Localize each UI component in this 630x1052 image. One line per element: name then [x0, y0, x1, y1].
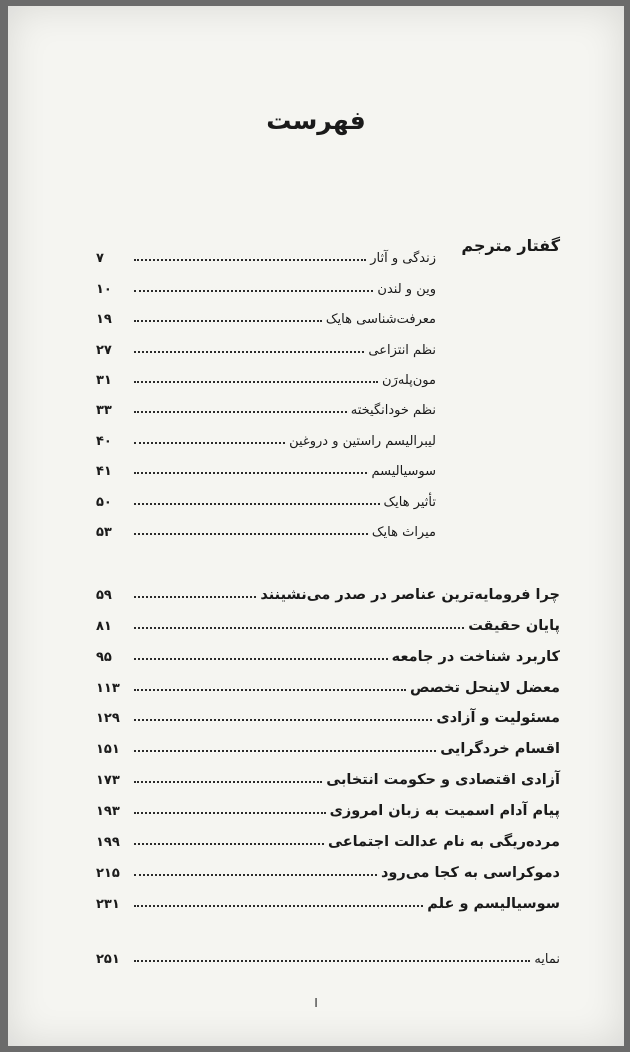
toc-entry: [96, 665, 560, 696]
toc-page-number: ۱۹۹: [96, 835, 120, 851]
toc-entry: [96, 449, 436, 479]
toc-entry-title: نمایه: [534, 952, 560, 967]
toc-entry-title: معرفت‌شناسی هایک: [325, 312, 436, 328]
toc-page-number: ۱۹: [96, 312, 112, 328]
chapters-toc: [96, 572, 560, 912]
translator-section-list: [96, 236, 436, 540]
toc-page-number: ۳۱: [96, 372, 112, 388]
page-title: فهرست: [266, 106, 366, 135]
dot-leader: [134, 381, 378, 383]
toc-page-number: ۹۵: [96, 649, 112, 665]
dot-leader: [134, 503, 380, 505]
dot-leader: [134, 411, 347, 413]
toc-entry: [96, 418, 436, 448]
dot-leader: [134, 960, 530, 962]
toc-entry: [96, 327, 436, 357]
toc-page-number: ۱۲۹: [96, 711, 120, 727]
toc-page-number: ۱۱۳: [96, 680, 120, 696]
dot-leader: [134, 874, 377, 876]
toc-entry: [96, 572, 560, 603]
toc-page-number: ۳۳: [96, 403, 112, 419]
dot-leader: [134, 259, 366, 261]
toc-page-number: ۵۹: [96, 587, 112, 603]
toc-page-number: ۲۱۵: [96, 865, 120, 881]
dot-leader: [134, 750, 436, 752]
dot-leader: [134, 658, 388, 660]
toc-entry: [96, 850, 560, 881]
toc-page-number: ۲۷: [96, 342, 112, 358]
folio-mark: ا: [314, 996, 318, 1010]
dot-leader: [134, 320, 322, 322]
toc-entry-title: دموکراسی به کجا می‌رود: [380, 864, 560, 881]
toc-entry-title: اقسام خردگرایی: [440, 741, 560, 758]
toc-entry-title: مون‌پله‌رَن: [382, 372, 436, 388]
dot-leader: [134, 719, 432, 721]
toc-page-number: ۵۳: [96, 524, 112, 540]
toc-entry: [96, 297, 436, 327]
toc-entry: [96, 726, 560, 757]
dot-leader: [134, 812, 326, 814]
toc-page-number: ۲۵۱: [96, 952, 120, 967]
toc-entry-title: سوسیالیسم: [371, 464, 436, 480]
toc-entry: [96, 266, 436, 296]
toc-page-number: ۴۱: [96, 464, 112, 480]
toc-entry: [96, 788, 560, 819]
index-section: [96, 936, 560, 967]
toc-page-number: ۱۷۳: [96, 773, 120, 789]
toc-page-number: ۸۱: [96, 618, 112, 634]
dot-leader: [134, 905, 423, 907]
toc-entry-title: میراث هایک: [371, 524, 436, 540]
toc-page-number: ۱۵۱: [96, 742, 120, 758]
toc-entry-title: آزادی اقتصادی و حکومت انتخابی: [326, 772, 560, 789]
toc-entry-title: چرا فرومایه‌ترین عناصر در صدر می‌نشینند: [260, 586, 560, 603]
chapters-section: [96, 572, 560, 912]
dot-leader: [134, 843, 324, 845]
toc-entry: [96, 388, 436, 418]
dot-leader: [134, 627, 464, 629]
dot-leader: [134, 533, 368, 535]
toc-entry-title: مسئولیت و آزادی: [436, 710, 560, 727]
toc-entry-title: نظم انتزاعی: [368, 342, 436, 358]
dot-leader: [134, 442, 285, 444]
toc-entry: [96, 757, 560, 788]
toc-entry-title: پایان حقیقت: [468, 617, 560, 634]
toc-entry: [96, 881, 560, 912]
toc-page-number: ۱۹۳: [96, 804, 120, 820]
toc-entry: [96, 510, 436, 540]
toc-entry: [96, 634, 560, 665]
toc-page-number: ۷: [96, 251, 104, 267]
toc-entry: [96, 696, 560, 727]
dot-leader: [134, 351, 364, 353]
book-page: [8, 6, 624, 1046]
toc-entry-title: کاربرد شناخت در جامعه: [391, 648, 560, 665]
toc-page-number: ۴۰: [96, 433, 112, 449]
translator-section-title: گفتار مترجم: [461, 236, 560, 255]
translator-toc: [96, 236, 436, 540]
toc-page-number: ۲۳۱: [96, 896, 120, 912]
toc-page-number: ۵۰: [96, 494, 112, 510]
toc-page-number: ۱۰: [96, 281, 112, 297]
toc-entry-title: لیبرالیسم راستین و دروغین: [289, 433, 436, 449]
dot-leader: [134, 781, 322, 783]
toc-entry-title: پیام آدام اسمیت به زبان امروزی: [329, 803, 560, 820]
toc-entry-title: تأثیر هایک: [383, 494, 436, 510]
toc-entry: [96, 819, 560, 850]
toc-entry-title: معضل لاینحل تخصص: [409, 679, 560, 696]
toc-entry-title: سوسیالیسم و علم: [427, 895, 560, 912]
toc-entry: [96, 236, 436, 266]
dot-leader: [134, 472, 367, 474]
toc-entry-title: نظم خودانگیخته: [350, 403, 436, 419]
toc-entry: [96, 358, 436, 388]
dot-leader: [134, 689, 406, 691]
toc-entry-title: زندگی و آثار: [370, 251, 436, 267]
toc-entry: [96, 479, 436, 509]
toc-entry-title: وین و لندن: [377, 281, 436, 297]
toc-entry: [96, 603, 560, 634]
toc-entry-index: [96, 936, 560, 967]
dot-leader: [134, 290, 373, 292]
toc-entry-title: مرده‌ریگی به نام عدالت اجتماعی: [328, 834, 560, 851]
dot-leader: [134, 596, 256, 598]
